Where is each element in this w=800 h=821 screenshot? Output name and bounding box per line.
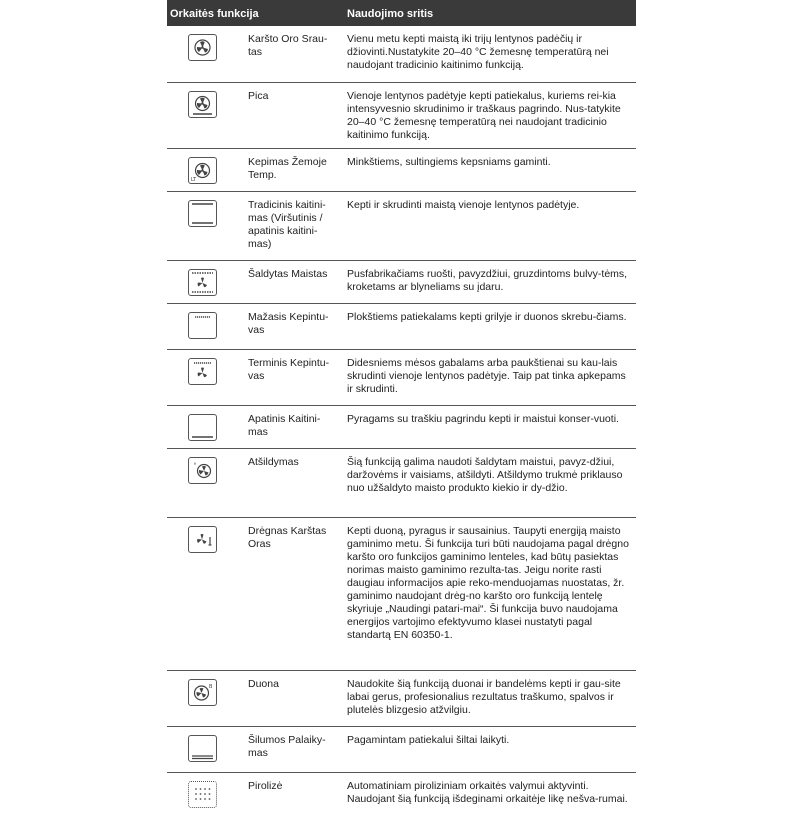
- table-row: [167, 773, 636, 821]
- table-row: [167, 449, 636, 518]
- function-use: Plokštiems patiekalams kepti grilyje ir duonos skrebu-čiams.: [347, 311, 627, 323]
- grill-icon: [188, 312, 217, 339]
- function-use: Pusfabrikačiams ruošti, pavyzdžiui, gruzdintoms bulvy-tėms, kroketams ar blyneliams su įdaru.: [347, 268, 628, 293]
- function-name: Duona: [248, 678, 279, 690]
- function-name: Mažasis Kepintu-vas: [248, 311, 329, 336]
- pyrolysis-icon: [188, 781, 217, 808]
- header-function: Orkaitės funkcija: [170, 8, 259, 20]
- table-row: [167, 727, 636, 773]
- moist-fan-baking-icon: [188, 526, 217, 553]
- function-use: Šią funkciją galima naudoti šaldytam maistui, pavyz-džiui, daržovėms ir vaisiams, atšildyti. Atšildymo trukmė priklauso nuo užšaldyto maisto produkto kiekio ir dy-džio.: [347, 456, 623, 494]
- function-use: Vienu metu kepti maistą iki trijų lentynos padėčių ir džiovinti.Nustatykite 20–40 °C žemesnę temperatūrą nei naudojant tradicinio kaitinimo funkciją.: [347, 33, 609, 71]
- top-bottom-heat-icon: [188, 200, 217, 227]
- function-name: Kepimas Žemoje Temp.: [248, 156, 327, 181]
- function-use: Naudokite šią funkciją duonai ir bandelėms kepti ir gau-site labai gerus, profesionalius rezultatus traškumo, spalvos ir plutelės blizgesio atžvilgiu.: [347, 678, 621, 716]
- table-row: [167, 671, 636, 727]
- function-use: Kepti duoną, pyragus ir sausainius. Taupyti energiją maisto gaminimo metu. Ši funkcija turi būti naudojama pagal drėgno karšto oro funkcijos gaminimo lenteles, kad būtų pasiektas norimas maisto gaminimo rezulta-tas. Jeigu norite rasti daugiau informacijos apie reko-menduojamas nuostatas, žr. gaminimo naudojant drėg-no karšto oro funkciją lentelę skyriuje „Naudingi patari-mai“. Ši funkcija buvo naudojama energijos vartojimo efektyvumo klasei nustatyti pagal standartą EN 60350-1.: [347, 525, 629, 641]
- fan-with-ring-bottom-heat-icon: [188, 91, 217, 118]
- keep-warm-icon: [188, 735, 217, 762]
- function-name: Atšildymas: [248, 456, 299, 468]
- function-name: Tradicinis kaitini-mas (Viršutinis / apatinis kaitini-mas): [248, 199, 326, 250]
- table-row: [167, 26, 636, 83]
- turbo-grill-icon: [188, 358, 217, 385]
- table-row: [167, 304, 636, 350]
- function-name: Pirolizė: [248, 780, 283, 792]
- function-name: Šaldytas Maistas: [248, 268, 328, 280]
- table-row: [167, 149, 636, 192]
- oven-functions-table: [167, 0, 636, 821]
- function-use: Pagamintam patiekalui šiltai laikyti.: [347, 734, 510, 746]
- function-name: Apatinis Kaitini-mas: [248, 413, 321, 438]
- function-name: Drėgnas Karštas Oras: [248, 525, 327, 550]
- svg-text:B: B: [209, 684, 213, 690]
- table-header: [167, 0, 636, 26]
- function-use: Kepti ir skrudinti maistą vienoje lentynos padėtyje.: [347, 199, 580, 211]
- function-use: Didesniems mėsos gabalams arba paukštienai su kau-lais skrudinti vienoje lentynos padėtyje. Taip pat tinka apkepams ir skrudinti.: [347, 357, 626, 395]
- header-use: Naudojimo sritis: [347, 8, 434, 20]
- table-row: [167, 518, 636, 671]
- function-name: Terminis Kepintu-vas: [248, 357, 330, 382]
- function-name: Šilumos Palaiky-mas: [248, 734, 326, 759]
- table-row: [167, 350, 636, 406]
- defrost-icon: [188, 457, 217, 484]
- function-name: Pica: [248, 90, 269, 102]
- frozen-foods-icon: [188, 269, 217, 296]
- function-use: Minkštiems, sultingiems kepsniams gaminti.: [347, 156, 551, 168]
- bottom-heat-icon: [188, 414, 217, 441]
- bread-icon: [188, 679, 217, 706]
- function-name: Karšto Oro Srau-tas: [248, 33, 328, 58]
- fan-with-ring-low-temp-icon: [188, 157, 217, 184]
- function-use: Automatiniam piroliziniam orkaitės valymui aktyvinti. Naudojant šią funkciją išdeginami orkaitėje likę nešva-rumai.: [347, 780, 628, 805]
- svg-text:LT: LT: [191, 177, 197, 183]
- table-row: [167, 406, 636, 449]
- table-row: [167, 261, 636, 304]
- table-row: [167, 83, 636, 149]
- function-use: Pyragams su traškiu pagrindu kepti ir maistui konser-vuoti.: [347, 413, 619, 425]
- fan-with-ring-icon: [188, 34, 217, 61]
- table-row: [167, 192, 636, 261]
- function-use: Vienoje lentynos padėtyje kepti patiekalus, kuriems rei-kia intensyvesnio skrudinimo ir traškaus pagrindo. Nus-tatykite 20–40 °C žemesnę temperatūrą nei naudojant tradicinio kaitinimo funkciją.: [347, 90, 621, 141]
